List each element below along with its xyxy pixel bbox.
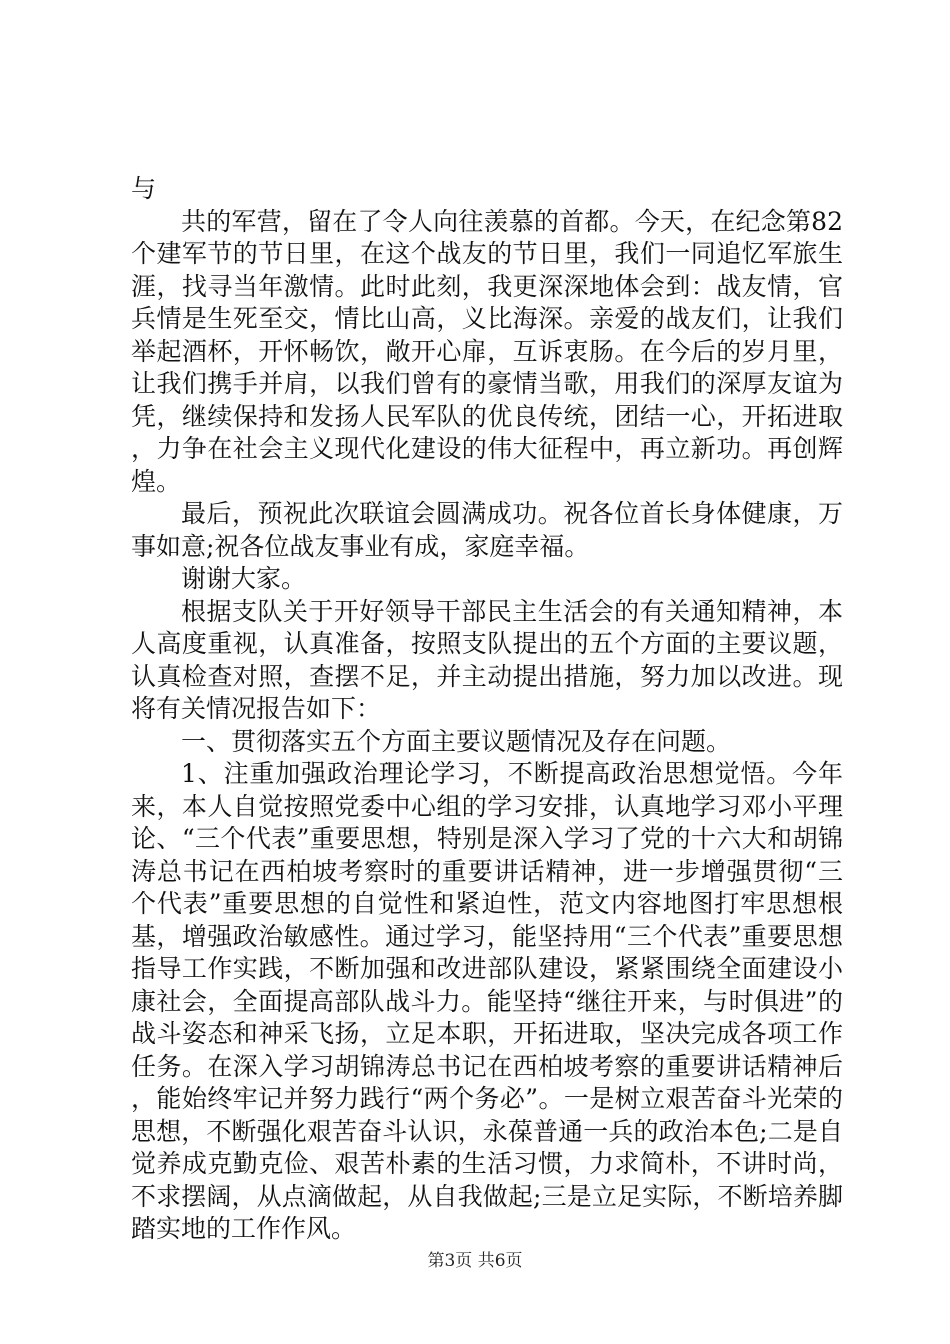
paragraph-item-1: 1、注重加强政治理论学习，不断提高政治思想觉悟。今年来，本人自觉按照党委中心组的学习安排，认真地学习邓小平理论、“三个代表”重要思想，特别是深入学习了党的十六大和胡锦涛总书记在西柏坡考察时的重要讲话精神，进一步增强贯彻“三个代表”重要思想的自觉性和紧迫性，范文内容地图打牢思想根基，增强政治敏感性。通过学习，能坚持用“三个代表”重要思想指导工作实践，不断加强和改进部队建设，紧紧围绕全面建设小康社会，全面提高部队战斗力。能坚持“继往开来，与时俱进”的战斗姿态和神采飞扬，立足本职，开拓进取，坚决完成各项工作任务。在深入学习胡锦涛总书记在西柏坡考察的重要讲话精神后，能始终牢记并努力践行“两个务必”。一是树立艰苦奋斗光荣的思想，不断强化艰苦奋斗认识，永葆普通一兵的政治本色;二是自觉养成克勤克俭、艰苦朴素的生活习惯，力求简朴，不讲时尚，不求摆阔，从点滴做起，从自我做起;三是立足实际，不断培养脚踏实地的工作作风。 <box>131 759 843 1243</box>
page-number-footer: 第3页 共6页 <box>427 1251 523 1271</box>
paragraph-wishes: 最后，预祝此次联谊会圆满成功。祝各位首长身体健康，万事如意;祝各位战友事业有成，家庭幸福。 <box>131 499 843 561</box>
section-heading: 一、贯彻落实五个方面主要议题情况及存在问题。 <box>181 726 732 756</box>
paragraph-thanks: 谢谢大家。 <box>181 564 307 593</box>
paragraph-fragment: 与 <box>131 174 157 203</box>
document-body <box>131 173 843 1246</box>
paragraph-report-intro: 根据支队关于开好领导干部民主生活会的有关通知精神，本人高度重视，认真准备，按照支队提出的五个方面的主要议题，认真检查对照，查摆不足，并主动提出措施，努力加以改进。现将有关情况报告如下： <box>131 596 843 723</box>
paragraph-toast: 共的军营，留在了令人向往羡慕的首都。今天，在纪念第82个建军节的节日里，在这个战友的节日里，我们一同追忆军旅生涯，找寻当年激情。此时此刻，我更深深地体会到：战友情，官兵情是生死至交，情比山高，义比海深。亲爱的战友们，让我们举起酒杯，开怀畅饮，敞开心扉，互诉衷肠。在今后的岁月里，让我们携手并肩，以我们曾有的豪情当歌，用我们的深厚友谊为凭，继续保持和发扬人民军队的优良传统，团结一心，开拓进取，力争在社会主义现代化建设的伟大征程中，再立新功。再创辉煌。 <box>131 206 843 496</box>
